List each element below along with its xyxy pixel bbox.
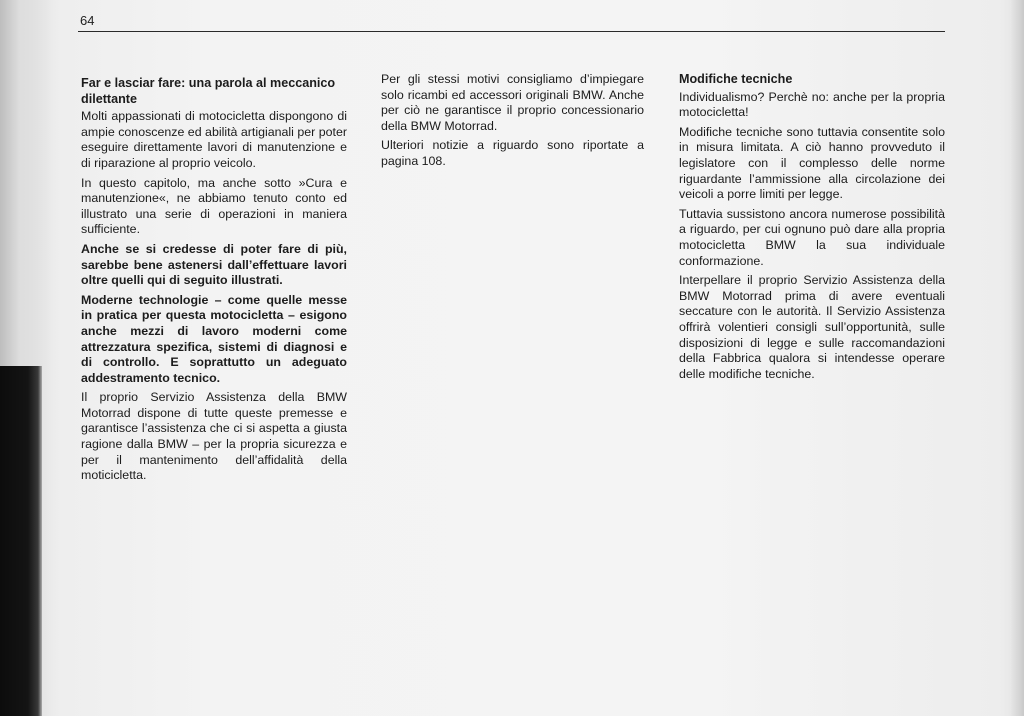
binding-edge [0,366,42,716]
paragraph: Molti appassionati di motocicletta dispongono di ampie conoscenze ed abilità artigianali per poter eseguire direttamente lavori di manutenzione e di riparazione al proprio veicolo. [81,109,347,170]
bold-paragraph: Moderne technologie – come quelle messe in pratica per questa motocicletta – esigono anche mezzi di lavoro moderni come attrezzatura spezifica, sistemi di diagnosi e di controllo. E soprattutto un adeguato addestramento tecnico. [81,292,347,385]
paragraph: Il proprio Servizio Assistenza della BMW Motorrad dispone di tutte queste premesse e garantisce l’assistenza che ci si aspetta a giusta ragione dalla BMW – per la propria sicurezza e per il mantenimento dell’affidalità della moticicletta. [81,390,347,483]
paragraph: Interpellare il proprio Servizio Assistenza della BMW Motorrad prima di avere eventuali seccature con le autorità. Il Servizio Assistenza offrirà volentieri consigli sull’opportunità, sulle disposizioni di legge e sulle raccomandazioni della Fabbrica qualora si intendesse operare delle modifiche tecniche. [679,273,945,381]
column-left [81,72,347,488]
paragraph: Ulteriori notizie a riguardo sono riportate a pagina 108. [381,138,644,168]
paragraph: Individualismo? Perchè no: anche per la propria motocicletta! [679,89,945,120]
paragraph: Modifiche tecniche sono tuttavia consentite solo in misura limitata. A ciò hanno provveduto il legislatore con il complesso delle norme riguardante l’ammissione alla circolazione dei veicoli a porre limiti per legge. [679,124,945,202]
paragraph: Per gli stessi motivi consigliamo d’impiegare solo ricambi ed accessori originali BMW. Anche per ciò ne garantisce il proprio concessionario della BMW Motorrad. [381,72,644,133]
header-rule [78,31,945,32]
paragraph: In questo capitolo, ma anche sotto »Cura e manutenzione«, ne abbiamo tenuto conto ed illustrato una serie di operazioni in maniera sufficiente. [81,175,347,237]
column-middle [381,72,644,174]
page-number: 64 [80,13,95,28]
section-heading-meccanico: Far e lasciar fare: una parola al meccanico dilettante [81,76,336,106]
bold-paragraph: Anche se si credesse di poter fare di più, sarebbe bene astenersi dall’effettuare lavori oltre quelli qui di seguito illustrati. [81,241,347,288]
page-edge-shadow [1010,0,1024,716]
paragraph: Tuttavia sussistono ancora numerose possibilità a riguardo, per cui ognuno può dare alla propria motocicletta BMW la sua individuale conformazione. [679,206,945,268]
section-heading-modifiche: Modifiche tecniche [679,72,793,86]
column-right [679,72,945,386]
